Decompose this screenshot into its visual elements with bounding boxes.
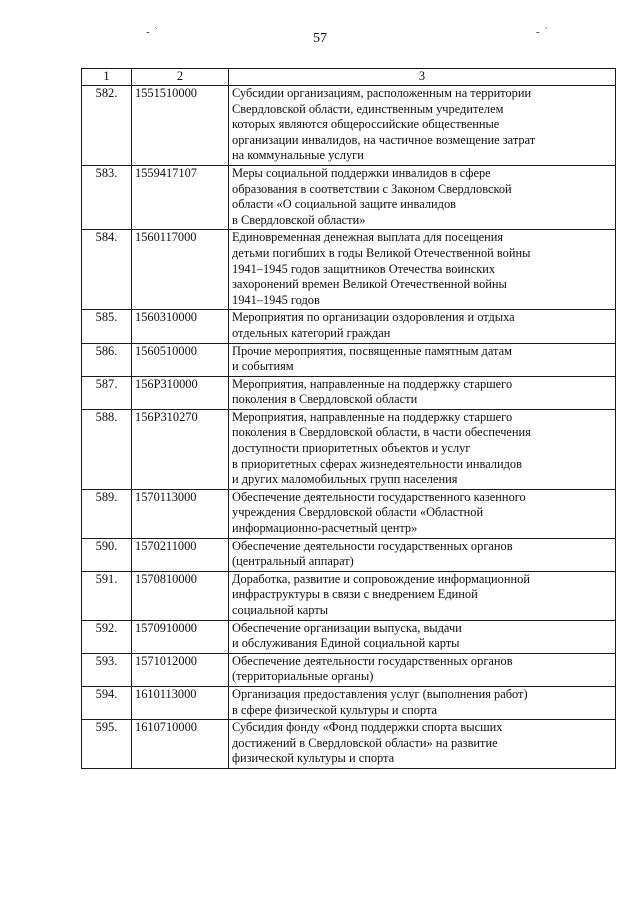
table-row bbox=[82, 310, 616, 343]
description-line: Мероприятия, направленные на поддержку старшего bbox=[232, 409, 513, 424]
row-number: 587. bbox=[82, 376, 132, 409]
row-number: 588. bbox=[82, 409, 132, 489]
budget-code: 1571012000 bbox=[132, 653, 229, 686]
row-number: 591. bbox=[82, 571, 132, 620]
description-line: захоронений времен Великой Отечественной войны bbox=[232, 277, 507, 292]
description-line: Субсидия фонду «Фонд поддержки спорта высших bbox=[232, 720, 503, 735]
description-line: Прочие мероприятия, посвященные памятным датам bbox=[232, 343, 512, 358]
description-line: поколения в Свердловской области, в части обеспечения bbox=[232, 425, 531, 440]
row-number: 593. bbox=[82, 653, 132, 686]
description-line: информационно-расчетный центр» bbox=[232, 521, 418, 536]
description-line: поколения в Свердловской области bbox=[232, 392, 418, 407]
budget-code: 1551510000 bbox=[132, 86, 229, 166]
page-number: 57 bbox=[313, 31, 327, 46]
row-number: 583. bbox=[82, 165, 132, 229]
expense-description bbox=[229, 310, 616, 343]
description-line: учреждения Свердловской области «Областной bbox=[232, 505, 484, 520]
row-number: 584. bbox=[82, 230, 132, 310]
row-number: 582. bbox=[82, 86, 132, 166]
description-line: и других маломобильных групп населения bbox=[232, 472, 458, 487]
description-line: организации инвалидов, на частичное возмещение затрат bbox=[232, 132, 536, 147]
row-number: 592. bbox=[82, 620, 132, 653]
description-line: Обеспечение деятельности государственных органов bbox=[232, 538, 513, 553]
description-line: 1941–1945 годов защитников Отечества воинских bbox=[232, 261, 496, 276]
expense-description bbox=[229, 489, 616, 538]
description-line: детьми погибших в годы Великой Отечественной войны bbox=[232, 245, 531, 260]
description-line: отдельных категорий граждан bbox=[232, 325, 391, 340]
table-row bbox=[82, 376, 616, 409]
description-line: образования в соответствии с Законом Свердловской bbox=[232, 181, 512, 196]
budget-code: 1560310000 bbox=[132, 310, 229, 343]
table-row bbox=[82, 538, 616, 571]
budget-code: 156Р310000 bbox=[132, 376, 229, 409]
table-row bbox=[82, 571, 616, 620]
row-number: 594. bbox=[82, 686, 132, 719]
description-line: и событиям bbox=[232, 359, 294, 374]
budget-code: 1570910000 bbox=[132, 620, 229, 653]
budget-code: 1559417107 bbox=[132, 165, 229, 229]
budget-code: 1610710000 bbox=[132, 720, 229, 769]
row-number: 590. bbox=[82, 538, 132, 571]
expense-description bbox=[229, 620, 616, 653]
budget-codes-table bbox=[81, 68, 616, 769]
scan-mark-right: - ` bbox=[536, 26, 550, 38]
description-line: Мероприятия, направленные на поддержку старшего bbox=[232, 376, 513, 391]
table-header-row bbox=[82, 69, 616, 86]
table-row bbox=[82, 653, 616, 686]
expense-description bbox=[229, 538, 616, 571]
scan-mark-left: - ` bbox=[146, 26, 160, 38]
budget-code: 1570211000 bbox=[132, 538, 229, 571]
table-row bbox=[82, 343, 616, 376]
row-number: 586. bbox=[82, 343, 132, 376]
budget-code: 1610113000 bbox=[132, 686, 229, 719]
description-line: Свердловской области, единственным учредителем bbox=[232, 101, 504, 116]
row-number: 595. bbox=[82, 720, 132, 769]
expense-description bbox=[229, 165, 616, 229]
expense-description bbox=[229, 653, 616, 686]
description-line: 1941–1945 годов bbox=[232, 292, 320, 307]
table-row bbox=[82, 686, 616, 719]
expense-description bbox=[229, 86, 616, 166]
description-line: физической культуры и спорта bbox=[232, 751, 395, 766]
description-line: (территориальные органы) bbox=[232, 669, 374, 684]
description-line: в сфере физической культуры и спорта bbox=[232, 702, 438, 717]
table-row bbox=[82, 409, 616, 489]
description-line: Единовременная денежная выплата для посещения bbox=[232, 230, 504, 245]
description-line: (центральный аппарат) bbox=[232, 554, 354, 569]
budget-code: 156Р310270 bbox=[132, 409, 229, 489]
description-line: на коммунальные услуги bbox=[232, 148, 364, 163]
budget-code: 1560117000 bbox=[132, 230, 229, 310]
description-line: Обеспечение деятельности государственных органов bbox=[232, 653, 513, 668]
expense-description bbox=[229, 571, 616, 620]
description-line: которых являются общероссийские общественные bbox=[232, 117, 500, 132]
budget-code: 1560510000 bbox=[132, 343, 229, 376]
budget-code: 1570810000 bbox=[132, 571, 229, 620]
expense-description bbox=[229, 409, 616, 489]
description-line: Мероприятия по организации оздоровления и отдыха bbox=[232, 310, 515, 325]
description-line: Организация предоставления услуг (выполнения работ) bbox=[232, 686, 528, 701]
budget-code: 1570113000 bbox=[132, 489, 229, 538]
description-line: социальной карты bbox=[232, 603, 329, 617]
description-line: доступности приоритетных объектов и услуг bbox=[232, 441, 471, 456]
table-row bbox=[82, 165, 616, 229]
table-body bbox=[82, 86, 616, 769]
table-row bbox=[82, 86, 616, 166]
table-row bbox=[82, 620, 616, 653]
table-row bbox=[82, 489, 616, 538]
expense-description bbox=[229, 686, 616, 719]
description-line: области «О социальной защите инвалидов bbox=[232, 197, 457, 212]
expense-description bbox=[229, 343, 616, 376]
expense-description bbox=[229, 376, 616, 409]
description-line: Обеспечение организации выпуска, выдачи bbox=[232, 620, 462, 635]
expense-description bbox=[229, 720, 616, 769]
description-line: Обеспечение деятельности государственного казенного bbox=[232, 489, 526, 504]
description-line: Доработка, развитие и сопровождение информационной bbox=[232, 571, 530, 586]
description-line: достижений в Свердловской области» на развитие bbox=[232, 735, 498, 750]
description-line: инфраструктуры в связи с внедрением Единой bbox=[232, 587, 478, 602]
header-col-1: 1 bbox=[82, 69, 132, 86]
table-row bbox=[82, 230, 616, 310]
description-line: и обслуживания Единой социальной карты bbox=[232, 636, 460, 651]
expense-description bbox=[229, 230, 616, 310]
description-line: Субсидии организациям, расположенным на территории bbox=[232, 86, 532, 100]
description-line: Меры социальной поддержки инвалидов в сфере bbox=[232, 165, 491, 180]
table-row bbox=[82, 720, 616, 769]
row-number: 585. bbox=[82, 310, 132, 343]
row-number: 589. bbox=[82, 489, 132, 538]
description-line: в Свердловской области» bbox=[232, 212, 366, 227]
header-col-2: 2 bbox=[132, 69, 229, 86]
header-col-3: 3 bbox=[229, 69, 616, 86]
description-line: в приоритетных сферах жизнедеятельности инвалидов bbox=[232, 456, 522, 471]
